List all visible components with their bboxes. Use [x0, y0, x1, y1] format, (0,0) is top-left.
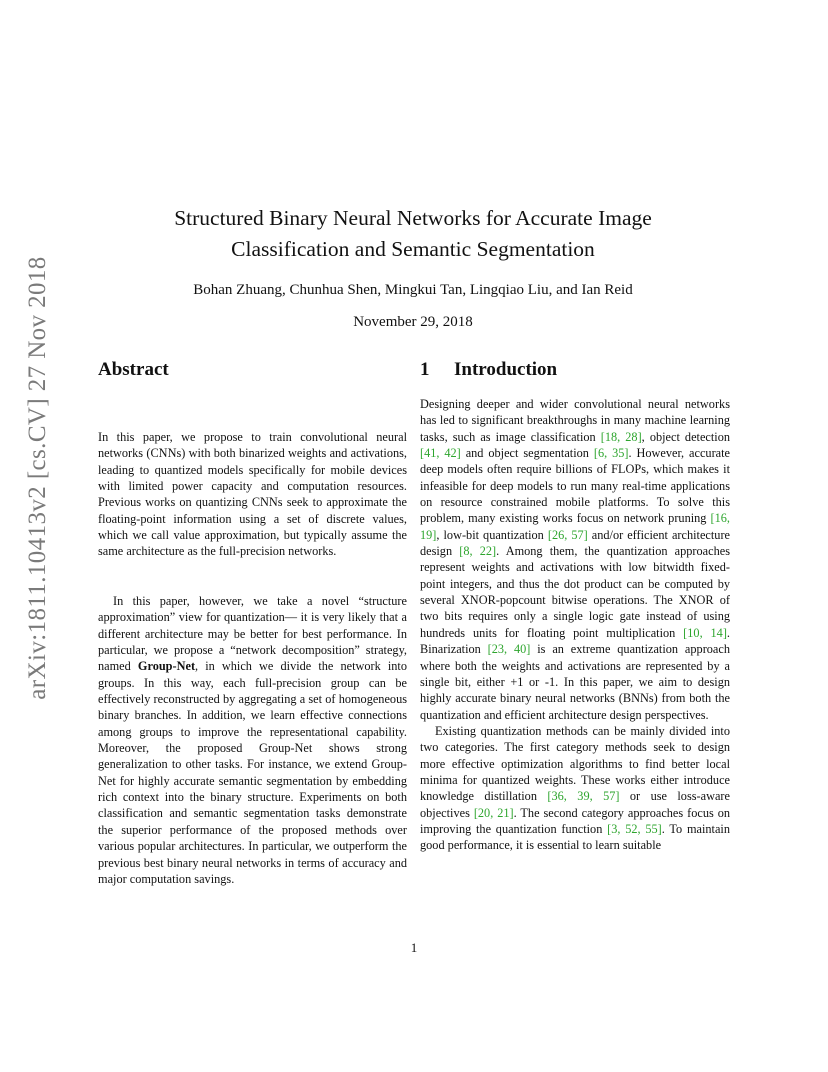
citation-link[interactable]: [26, 57] [547, 527, 588, 542]
intro-text: is an extreme quantization approach where both the weights and activations are represented by a single bit, either +1 or -1. In this paper, we aim to design highly accurate binary neural networks (BNNs) from both the quantization and efficient architecture design perspectives. [420, 642, 730, 722]
abstract-heading: Abstract [98, 359, 169, 380]
abstract-text-1: In this paper, we propose to train convolutional neural networks (CNNs) with both binarized weights and activations, leading to quantized models specifically for mobile devices with limited power capacity and computation resources. Previous works on quantizing CNNs seek to approximate the floating-point information using a set of discrete values, which we call value approximation, but typically assume the same architecture as the full-precision networks. [98, 430, 407, 559]
intro-text: and object segmentation [460, 446, 594, 461]
citation-link[interactable]: [16, 19] [420, 511, 730, 542]
abstract-text-2 [98, 593, 407, 887]
abstract-paragraph-1 [98, 429, 407, 560]
citation-link[interactable]: [36, 39, 57] [547, 789, 620, 804]
citation-link[interactable]: [41, 42] [420, 446, 461, 461]
introduction-heading [420, 359, 730, 381]
intro-text: Existing quantization methods can be mainly divided into two categories. The first category methods seek to design more effective optimization algorithms to find better local minima for quantized weights. These works either introduce knowledge distillation [420, 723, 730, 804]
intro-text: . However, accurate deep models often require billions of FLOPs, which makes it infeasible for deep models to run many real-time applications on resource constrained mobile platforms. To solve this problem, many existing works focus on network pruning [420, 446, 730, 526]
abstract-text-2a: In this paper, however, we take a novel “structure approximation” view for quantization— it is very likely that a different architecture may be better for best performance. In particular, we propose a “network decomposition” strategy, named [98, 594, 407, 674]
section-title: Introduction [454, 359, 558, 380]
citation-link[interactable]: [6, 35] [593, 446, 629, 461]
group-net-term: Group-Net [137, 659, 196, 674]
arxiv-side-stamp [18, 255, 58, 700]
intro-text: , low-bit quantization [436, 527, 548, 542]
author-list: Bohan Zhuang, Chunhua Shen, Mingkui Tan, Lingqiao Liu, and Ian Reid [193, 282, 633, 298]
intro-paragraph-1 [420, 396, 730, 723]
intro-text: or use loss-aware objectives [420, 789, 730, 820]
introduction-body [420, 396, 730, 854]
intro-text: . To maintain good performance, it is essential to learn suitable [420, 821, 730, 853]
page-number: 1 [410, 940, 418, 955]
title-line-2: Classification and Semantic Segmentation [231, 237, 595, 261]
citation-link[interactable]: [8, 22] [459, 544, 497, 559]
intro-paragraph-2 [420, 723, 730, 854]
intro-text: , object detection [641, 429, 731, 444]
intro-text: . Binarization [420, 625, 730, 657]
paper-date: November 29, 2018 [353, 314, 473, 330]
citation-link[interactable]: [18, 28] [600, 429, 642, 444]
intro-text: Designing deeper and wider convolutional neural networks has led to significant breakthroughs in many machine learning tasks, such as image classification [420, 397, 730, 444]
section-number: 1 [420, 359, 430, 380]
citation-link[interactable]: [20, 21] [473, 805, 514, 820]
abstract-paragraph-2 [98, 593, 407, 887]
paper-title [110, 203, 716, 265]
intro-text: . Among them, the quantization approaches represent weights and activations with low bitwidth fixed-point integers, and thus the dot product can be computed by several XNOR-popcount bitwise operations. The XNOR of two bits requires only a single logic gate instead of using hundreds units for floating point multiplication [420, 544, 730, 640]
citation-link[interactable]: [10, 14] [683, 625, 727, 640]
abstract-text-2b: , in which we divide the network into groups. In this way, each full-precision group can be effectively reconstructed by aggregating a set of homogeneous binary branches. In addition, we learn effective connections among groups to improve the representational capability. Moreover, the proposed Group-Net shows strong generalization to other tasks. For instance, we extend Group-Net for highly accurate semantic segmentation by embedding rich context into the binary structure. Experiments on both classification and semantic segmentation tasks demonstrate the superior performance of the proposed methods over various popular architectures. In particular, we outperform the previous best binary neural networks in terms of accuracy and major computation savings. [98, 659, 407, 886]
citation-link[interactable]: [3, 52, 55] [607, 821, 662, 836]
intro-text: . The second category approaches focus on improving the quantization function [420, 805, 730, 836]
intro-text: and/or efficient architecture design [420, 527, 730, 559]
title-line-1: Structured Binary Neural Networks for Accurate Image [174, 206, 652, 230]
citation-link[interactable]: [23, 40] [487, 642, 531, 657]
arxiv-identifier: arXiv:1811.10413v2 [cs.CV] 27 Nov 2018 [24, 255, 51, 700]
